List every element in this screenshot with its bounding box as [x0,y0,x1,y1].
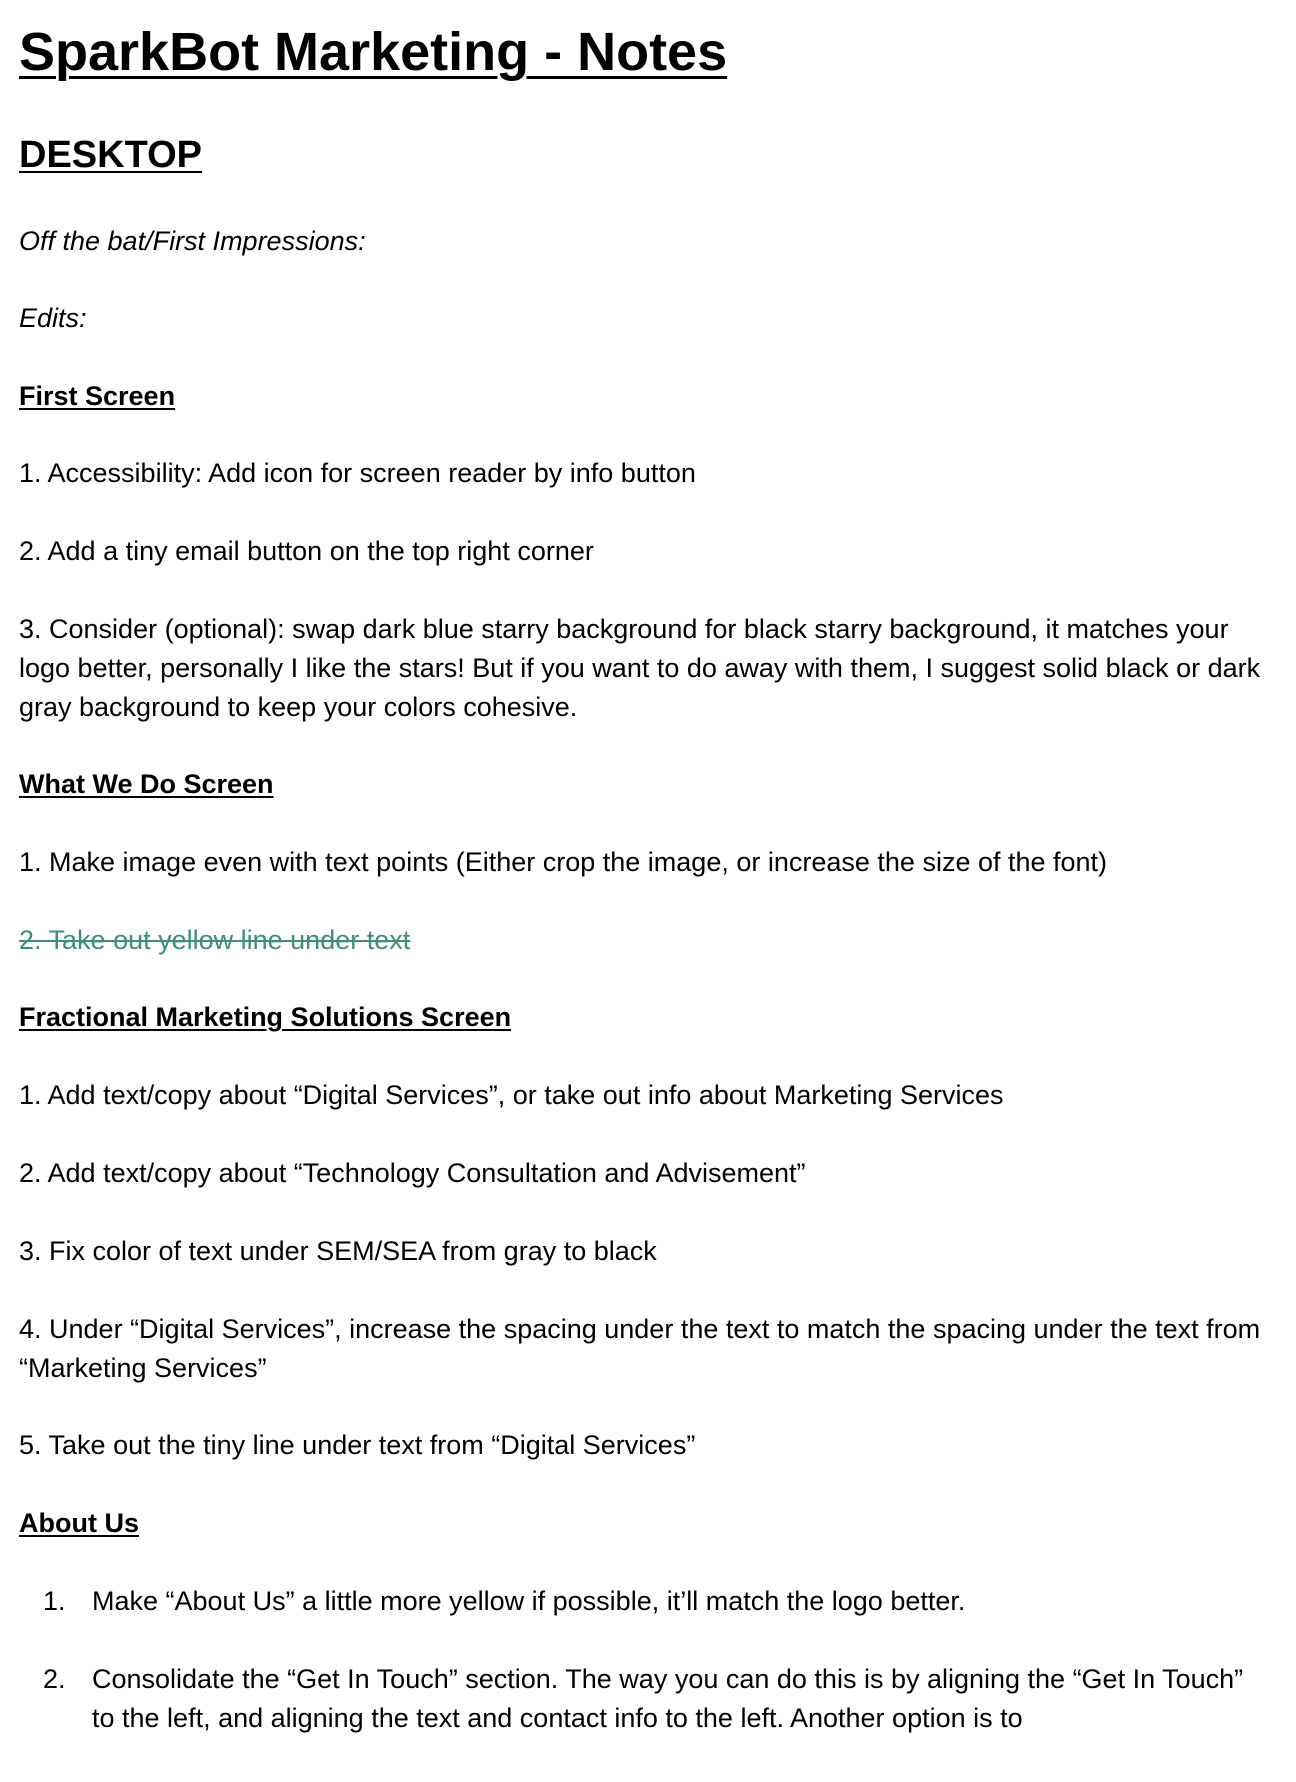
list-number: 2. [43,1664,66,1694]
first-screen-heading: First Screen [19,381,176,411]
list-item-text: Make “About Us” a little more yellow if possible, it’ll match the logo better. [92,1586,966,1616]
list-item-text: Consolidate the “Get In Touch” section. The way you can do this is by aligning the “Get In Touch” to the left, and aligning the text and contact info to the left. Another option is to [92,1664,1244,1733]
fractional-item: 4. Under “Digital Services”, increase the spacing under the text to match the spacing under the text from “Marketing Services” [19,1314,1261,1383]
what-we-do-item-struck: 2. Take out yellow line under text [19,925,411,955]
document-title: SparkBot Marketing - Notes [19,22,728,82]
what-we-do-item: 1. Make image even with text points (Either crop the image, or increase the size of the font) [19,847,1108,877]
section-title-desktop: DESKTOP [19,134,203,176]
first-screen-item: 3. Consider (optional): swap dark blue starry background for black starry background, it matches your logo better, personally I like the stars! But if you want to do away with them, I suggest solid black or dark gray background to keep your colors cohesive. [19,614,1261,722]
fractional-item: 3. Fix color of text under SEM/SEA from gray to black [19,1236,657,1266]
fractional-item: 5. Take out the tiny line under text from “Digital Services” [19,1430,696,1460]
edits-label: Edits: [19,303,87,333]
first-screen-item: 2. Add a tiny email button on the top right corner [19,536,594,566]
about-us-list-item [43,1660,1263,1738]
about-us-heading: About Us [19,1508,139,1538]
fractional-heading: Fractional Marketing Solutions Screen [19,1002,512,1032]
fractional-item: 1. Add text/copy about “Digital Services”, or take out info about Marketing Services [19,1080,1004,1110]
what-we-do-heading: What We Do Screen [19,769,274,799]
first-impressions-label: Off the bat/First Impressions: [19,226,366,256]
first-screen-item: 1. Accessibility: Add icon for screen reader by info button [19,458,696,488]
fractional-item: 2. Add text/copy about “Technology Consultation and Advisement” [19,1158,806,1188]
about-us-list-item [43,1582,1263,1621]
list-number: 1. [43,1586,66,1616]
